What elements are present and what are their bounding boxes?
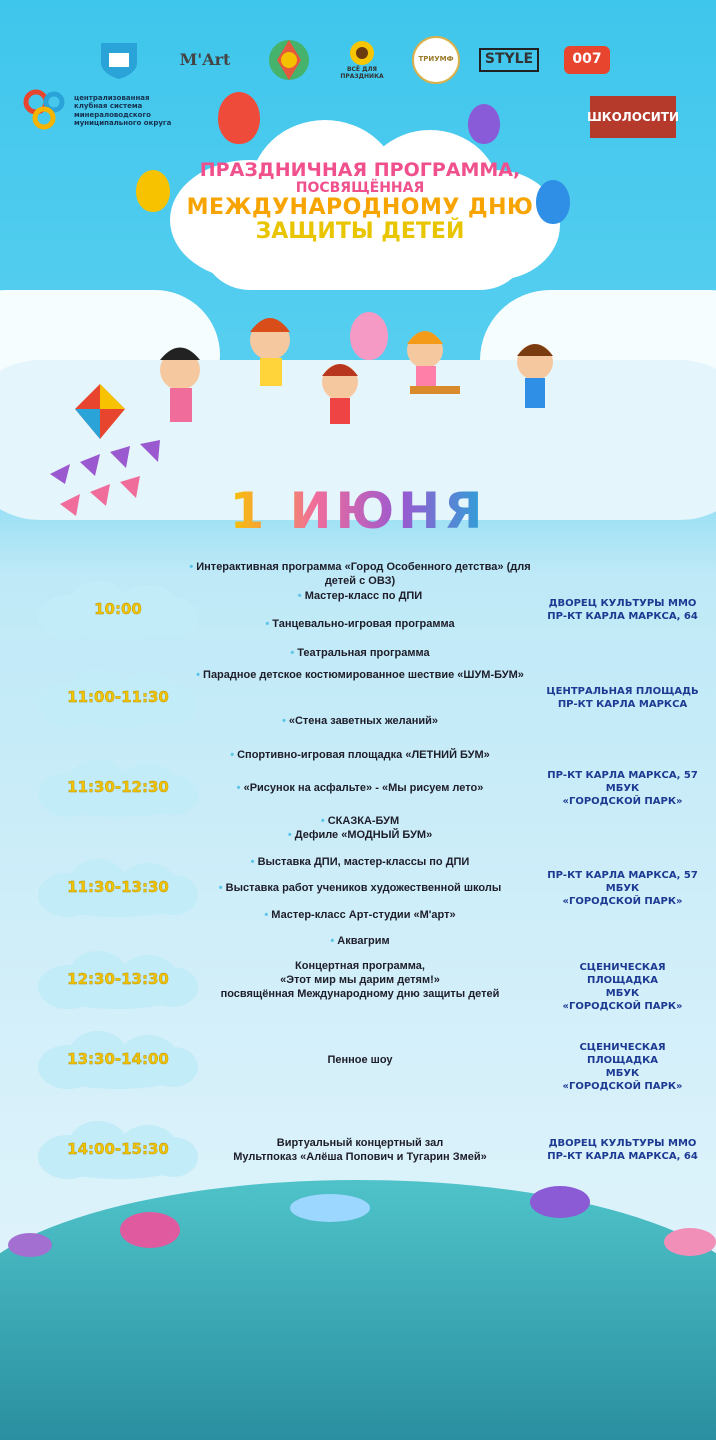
- event-text: Парадное детское костюмированное шествие «ШУМ-БУМ»: [203, 669, 524, 681]
- event-text: СКАЗКА-БУМ: [327, 815, 400, 827]
- schedule-row: [0, 668, 716, 728]
- event-item: [180, 1136, 540, 1150]
- venue-line: «ГОРОДСКОЙ ПАРК»: [562, 1000, 683, 1012]
- triumph-logo-text: ТРИУМФ: [418, 55, 454, 64]
- bullet-icon: •: [230, 749, 238, 761]
- events-list: [180, 959, 540, 1001]
- school-logo-text: 007: [572, 51, 602, 68]
- event-text: Театральная программа: [297, 646, 430, 659]
- globe-logo: [266, 36, 312, 84]
- venue-line: ДВОРЕЦ КУЛЬТУРЫ ММО: [548, 1138, 697, 1149]
- title-line-2: ПОСВЯЩЁННАЯ: [295, 179, 425, 196]
- venue: [545, 685, 700, 711]
- bullet-icon: •: [236, 782, 244, 794]
- venue-line: МБУК: [605, 782, 640, 794]
- event-item: [180, 973, 540, 987]
- event-text: Выставка работ учеников художественной школы: [225, 882, 502, 894]
- kids-illustration: [140, 290, 580, 440]
- kids-style-logo: [478, 36, 540, 84]
- venue-line: ПР-КТ КАРЛА МАРКСА, 57: [547, 869, 698, 881]
- bullet-icon: •: [264, 908, 272, 921]
- event-text: Концертная программа,: [295, 960, 425, 972]
- event-text: Виртуальный концертный зал: [276, 1137, 444, 1149]
- venue-line: «ГОРОДСКОЙ ПАРК»: [562, 1080, 683, 1092]
- venue: [545, 769, 700, 808]
- event-text: Мастер-класс Арт-студии «М'арт»: [271, 908, 456, 921]
- event-item: [180, 881, 540, 908]
- clubs-system-text: централизованная клубная система минераловодского муниципального округа: [74, 94, 172, 128]
- venue-line: МБУК: [605, 1067, 640, 1079]
- venue: [545, 1041, 700, 1093]
- bullet-icon: •: [250, 855, 258, 868]
- time-slot: 11:30-13:30: [67, 878, 169, 896]
- kid-swing: [407, 331, 460, 394]
- event-text: «Рисунок на асфальте» - «Мы рисуем лето»: [243, 782, 484, 794]
- bullet-icon: •: [196, 669, 204, 681]
- school-city-logo: [586, 96, 680, 138]
- venue-line: «ГОРОДСКОЙ ПАРК»: [562, 895, 683, 907]
- title-line-4: ЗАЩИТЫ ДЕТЕЙ: [255, 219, 465, 245]
- balloon-blue: [536, 180, 570, 224]
- schedule-row: [0, 560, 716, 660]
- event-item: [180, 987, 540, 1001]
- event-item: [180, 617, 540, 646]
- sunflower-logo-text: ВСЁ ДЛЯ ПРАЗДНИКА: [340, 66, 384, 80]
- venue-line: МБУК: [605, 882, 640, 894]
- event-item: [180, 908, 540, 935]
- events-list: [180, 668, 540, 760]
- event-text: Танцевально-игровая программа: [272, 618, 455, 631]
- mart-logo-text: M'Art: [179, 50, 231, 70]
- clubs-system-logo: [22, 88, 182, 132]
- event-text: посвящённая Международному дню защиты детей: [220, 988, 500, 1000]
- event-item: [180, 959, 540, 973]
- time-slot: 12:30-13:30: [67, 970, 169, 988]
- event-item: [180, 1053, 540, 1067]
- events-list: [180, 560, 540, 675]
- events-list: [180, 1053, 540, 1067]
- event-text: Выставка ДПИ, мастер-классы по ДПИ: [257, 855, 470, 868]
- event-item: [180, 589, 540, 618]
- event-title: [160, 160, 560, 245]
- venue-line: ЦЕНТРАЛЬНАЯ ПЛОЩАДЬ: [546, 686, 699, 697]
- balloon-yellow: [136, 170, 170, 212]
- event-date: [0, 482, 716, 540]
- schedule-row: [0, 1030, 716, 1090]
- schedule-row: [0, 950, 716, 1010]
- time-slot: 13:30-14:00: [67, 1050, 169, 1068]
- event-text: Аквагрим: [337, 935, 390, 947]
- bullet-icon: •: [320, 815, 328, 827]
- venue: [545, 597, 700, 623]
- time-slot: 11:00-11:30: [67, 688, 169, 706]
- event-text: Мастер-класс по ДПИ: [304, 589, 423, 602]
- clubs-system-icon: [22, 88, 70, 132]
- bushes-decoration: [0, 1160, 716, 1279]
- venue-line: СЦЕНИЧЕСКАЯ ПЛОЩАДКА: [579, 961, 666, 986]
- venue: [545, 961, 700, 1013]
- venue: [545, 869, 700, 908]
- time-slot: 10:00: [94, 600, 142, 618]
- bullet-icon: •: [290, 646, 298, 659]
- event-text: Дефиле «МОДНЫЙ БУМ»: [294, 829, 433, 841]
- event-item: [180, 668, 540, 714]
- event-item: [180, 855, 540, 882]
- time-slot: 14:00-15:30: [67, 1140, 169, 1158]
- event-item: [180, 781, 540, 814]
- venue-line: ДВОРЕЦ КУЛЬТУРЫ ММО: [548, 598, 697, 609]
- event-item: [180, 748, 540, 781]
- bullet-icon: •: [189, 561, 197, 573]
- bullet-icon: •: [287, 829, 295, 841]
- event-text: «Стена заветных желаний»: [288, 715, 439, 727]
- kid-red-hair: [250, 318, 290, 386]
- title-line-3: МЕЖДУНАРОДНОМУ ДНЮ: [186, 195, 534, 221]
- schedule-row: [0, 828, 716, 948]
- venue-line: ПР-КТ КАРЛА МАРКСА, 57: [547, 769, 698, 781]
- event-item: [180, 560, 540, 589]
- event-date-text: 1 ИЮНЯ: [229, 482, 487, 540]
- bullet-icon: •: [281, 715, 289, 727]
- event-text: Спортивно-игровая площадка «ЛЕТНИЙ БУМ»: [237, 749, 490, 761]
- venue-line: «ГОРОДСКОЙ ПАРК»: [562, 795, 683, 807]
- schedule-row: [0, 748, 716, 828]
- kid-right: [517, 344, 553, 408]
- bullet-icon: •: [330, 935, 338, 947]
- events-list: [180, 828, 540, 961]
- mart-logo: [170, 36, 240, 84]
- title-line-1: ПРАЗДНИЧНАЯ ПРОГРАММА,: [199, 159, 521, 181]
- event-item: [180, 828, 540, 855]
- event-text: Пенное шоу: [327, 1054, 393, 1066]
- kid-glasses: [322, 364, 358, 424]
- event-text: Интерактивная программа «Город Особенного детства» (для детей с ОВЗ): [196, 561, 531, 587]
- venue-line: МБУК: [605, 987, 640, 999]
- bullet-icon: •: [218, 882, 226, 894]
- event-text: Мультпоказ «Алёша Попович и Тугарин Змей»: [233, 1151, 487, 1163]
- balloon-purple: [468, 104, 500, 144]
- shield-logo: [98, 36, 140, 84]
- triumph-logo: [412, 36, 460, 84]
- venue-line: СЦЕНИЧЕСКАЯ ПЛОЩАДКА: [579, 1041, 666, 1066]
- sunflower-logo: [332, 36, 392, 84]
- venue-line: ПР-КТ КАРЛА МАРКСА, 64: [547, 611, 698, 622]
- balloon-red: [218, 92, 260, 144]
- school-logo: [558, 36, 616, 84]
- venue-line: ПР-КТ КАРЛА МАРКСА, 64: [547, 1151, 698, 1162]
- event-text: «Этот мир мы дарим детям!»: [280, 974, 440, 986]
- bullet-icon: •: [297, 589, 305, 602]
- kids-style-logo-text: STYLE: [484, 51, 534, 68]
- bullet-icon: •: [265, 618, 273, 631]
- venue-line: ПР-КТ КАРЛА МАРКСА: [557, 699, 688, 710]
- school-city-logo-text: ШКОЛОСИТИ: [586, 110, 680, 124]
- time-slot: 11:30-12:30: [67, 778, 169, 796]
